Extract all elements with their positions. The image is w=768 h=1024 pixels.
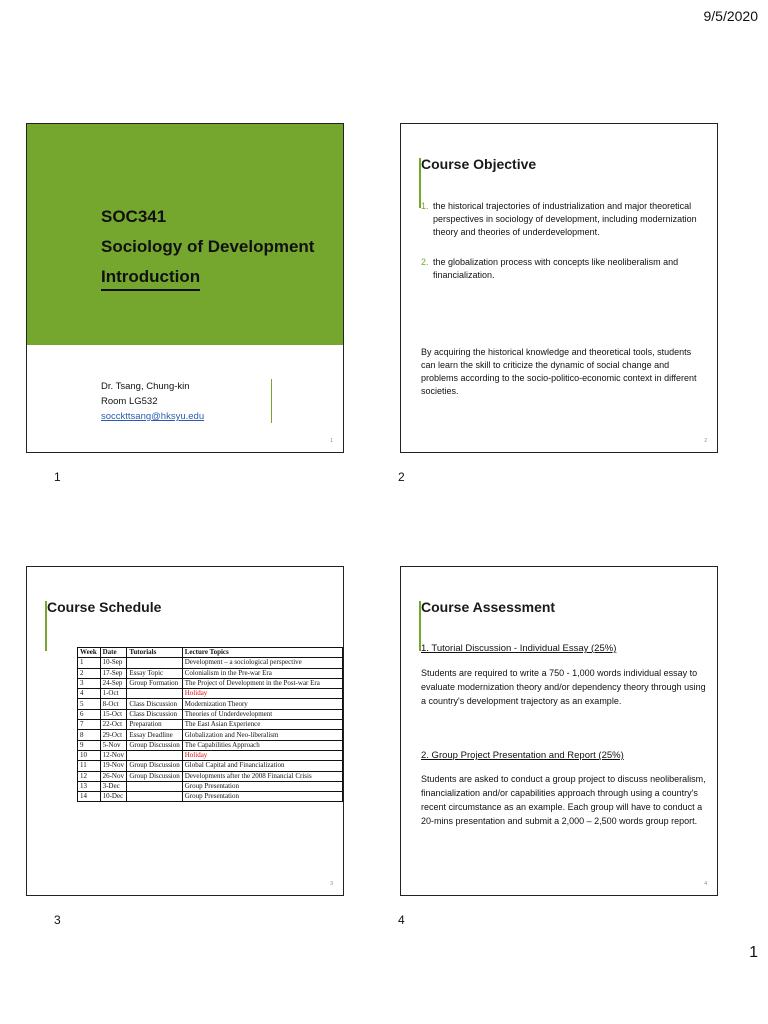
slide-footer-number: 3: [330, 881, 333, 887]
table-row: [78, 720, 343, 730]
table-row: [78, 771, 343, 781]
cell-week: 14: [78, 792, 101, 802]
slide-title-block: [101, 202, 314, 292]
table-row: [78, 750, 343, 760]
cell-date: 10-Sep: [100, 658, 127, 668]
cell-tutorial: Essay Topic: [127, 668, 182, 678]
table-row: [78, 668, 343, 678]
cell-week: 9: [78, 740, 101, 750]
cell-lecture-topic: Global Capital and Financialization: [182, 761, 342, 771]
slide-index-3: 3: [54, 913, 61, 927]
cell-date: 22-Oct: [100, 720, 127, 730]
cell-week: 5: [78, 699, 101, 709]
cell-tutorial: Group Discussion: [127, 771, 182, 781]
cell-lecture-topic: Holiday: [182, 750, 342, 760]
slide-1[interactable]: [26, 123, 344, 453]
assessment-2-title: 2. Group Project Presentation and Report (25%): [421, 750, 624, 761]
cell-week: 3: [78, 678, 101, 688]
slide-heading: Course Assessment: [421, 599, 556, 615]
cell-date: 15-Oct: [100, 709, 127, 719]
cell-tutorial: [127, 781, 182, 791]
cell-lecture-topic: Modernization Theory: [182, 699, 342, 709]
list-item: [421, 200, 701, 239]
slide-subtitle: Introduction: [101, 265, 200, 291]
instructor-name: Dr. Tsang, Chung-kin: [101, 381, 190, 392]
cell-week: 7: [78, 720, 101, 730]
cell-week: 10: [78, 750, 101, 760]
list-text: the globalization process with concepts like neoliberalism and financialization.: [433, 257, 679, 280]
assessment-1-body: Students are required to write a 750 - 1,000 words individual essay to evaluate modernization theory and/or dependency theory through using a country's development trajectory as an example.: [421, 668, 706, 706]
table-row: [78, 792, 343, 802]
header-date: Date: [100, 648, 127, 658]
table-row: [78, 699, 343, 709]
objective-paragraph: By acquiring the historical knowledge and theoretical tools, students can learn the skill to criticize the dynamic of social change and problems according to the socio-politico-economic context in different societies.: [421, 347, 697, 396]
cell-lecture-topic: Colonialism in the Pre-war Era: [182, 668, 342, 678]
slide-index-4: 4: [398, 913, 405, 927]
header-lecture-topics: Lecture Topics: [182, 648, 342, 658]
cell-week: 8: [78, 730, 101, 740]
list-number: 2.: [421, 257, 429, 267]
page-number: 1: [749, 944, 758, 961]
cell-lecture-topic: Development – a sociological perspective: [182, 658, 342, 668]
slide-4[interactable]: [400, 566, 718, 896]
cell-date: 26-Nov: [100, 771, 127, 781]
cell-week: 12: [78, 771, 101, 781]
objective-list: [421, 200, 701, 299]
table-row: [78, 709, 343, 719]
cell-date: 24-Sep: [100, 678, 127, 688]
slide-footer-number: 4: [704, 881, 707, 887]
slide-index-2: 2: [398, 470, 405, 484]
cell-tutorial: Essay Deadline: [127, 730, 182, 740]
cell-week: 13: [78, 781, 101, 791]
course-name: Sociology of Development: [101, 237, 315, 256]
cell-week: 2: [78, 668, 101, 678]
table-row: [78, 781, 343, 791]
cell-tutorial: Group Discussion: [127, 740, 182, 750]
cell-tutorial: Class Discussion: [127, 709, 182, 719]
cell-date: 17-Sep: [100, 668, 127, 678]
table-row: [78, 740, 343, 750]
table-row: [78, 678, 343, 688]
instructor-info: [101, 379, 204, 424]
slide-heading: Course Schedule: [47, 599, 162, 615]
cell-date: 10-Dec: [100, 792, 127, 802]
cell-tutorial: Group Discussion: [127, 761, 182, 771]
cell-lecture-topic: The East Asian Experience: [182, 720, 342, 730]
assessment-2-body: Students are asked to conduct a group project to discuss neoliberalism, financialization and/or capabilities approach through using a country's recent circumstance as an example. Each group will have to conduct a 20-mins presentation and submit a 2,000 – 2,500 words group report.: [421, 774, 706, 826]
cell-tutorial: Preparation: [127, 720, 182, 730]
cell-lecture-topic: Developments after the 2008 Financial Crisis: [182, 771, 342, 781]
cell-date: 8-Oct: [100, 699, 127, 709]
list-number: 1.: [421, 201, 429, 211]
header-tutorials: Tutorials: [127, 648, 182, 658]
slide-3[interactable]: [26, 566, 344, 896]
cell-date: 3-Dec: [100, 781, 127, 791]
cell-date: 29-Oct: [100, 730, 127, 740]
assessment-1-title: 1. Tutorial Discussion - Individual Essay (25%): [421, 643, 617, 654]
cell-tutorial: [127, 792, 182, 802]
schedule-table: [77, 647, 343, 802]
cell-week: 11: [78, 761, 101, 771]
cell-lecture-topic: Theories of Underdevelopment: [182, 709, 342, 719]
slide-heading: Course Objective: [421, 156, 537, 172]
cell-tutorial: [127, 750, 182, 760]
list-text: the historical trajectories of industrialization and major theoretical perspectives in sociology of development, including modernization theory and theories of underdevelopment.: [433, 201, 697, 237]
table-header-row: [78, 648, 343, 658]
cell-lecture-topic: Group Presentation: [182, 781, 342, 791]
slide-index-1: 1: [54, 470, 61, 484]
slide-2[interactable]: [400, 123, 718, 453]
list-item: [421, 256, 701, 282]
table-row: [78, 689, 343, 699]
divider-line: [271, 379, 272, 423]
cell-tutorial: [127, 689, 182, 699]
cell-date: 5-Nov: [100, 740, 127, 750]
cell-lecture-topic: Globalization and Neo-liberalism: [182, 730, 342, 740]
table-row: [78, 658, 343, 668]
cell-tutorial: Group Formation: [127, 678, 182, 688]
cell-week: 4: [78, 689, 101, 699]
page-date: 9/5/2020: [703, 8, 758, 24]
slide-footer-number: 2: [704, 438, 707, 444]
cell-date: 12-Nov: [100, 750, 127, 760]
cell-date: 19-Nov: [100, 761, 127, 771]
table-row: [78, 730, 343, 740]
cell-lecture-topic: Group Presentation: [182, 792, 342, 802]
table-row: [78, 761, 343, 771]
cell-tutorial: [127, 658, 182, 668]
email-link[interactable]: socckttsang@hksyu.edu: [101, 411, 205, 422]
schedule-body: [78, 658, 343, 802]
cell-lecture-topic: Holiday: [182, 689, 342, 699]
cell-lecture-topic: The Capabilities Approach: [182, 740, 342, 750]
cell-week: 6: [78, 709, 101, 719]
cell-date: 1-Oct: [100, 689, 127, 699]
cell-week: 1: [78, 658, 101, 668]
header-week: Week: [78, 648, 101, 658]
cell-lecture-topic: The Project of Development in the Post-war Era: [182, 678, 342, 688]
room: Room LG532: [101, 396, 158, 407]
slide-footer-number: 1: [330, 438, 333, 444]
course-code: SOC341: [101, 207, 167, 226]
cell-tutorial: Class Discussion: [127, 699, 182, 709]
